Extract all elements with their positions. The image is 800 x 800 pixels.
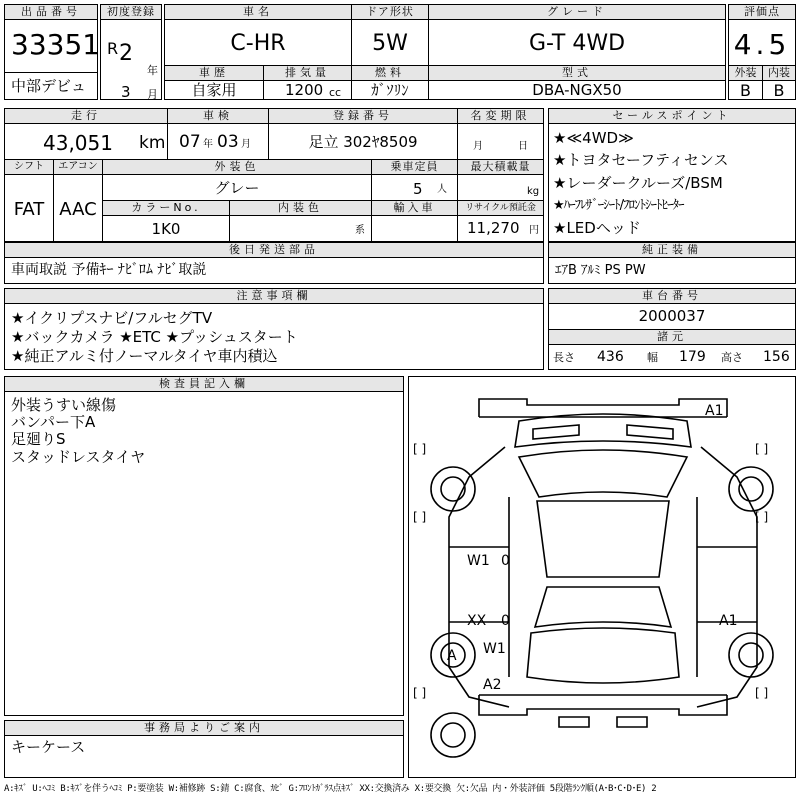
score-label: 評価点 — [729, 5, 795, 20]
color-label: 外装色 — [103, 160, 371, 175]
interior-color-unit: 系 — [355, 225, 365, 236]
damage-legend: A:ｷｽﾞ U:ﾍｺﾐ B:ｷｽﾞを伴うﾍｺﾐ P:要塗装 W:補修跡 S:錆 C:腐食、ｶﾋﾞ G:ﾌﾛﾝﾄｶﾞﾗｽ点ｷｽﾞ XX:交換済み X:要交換 欠:欠品 内・外装評価 5段階ﾗﾝｸ順(A･B･C･D･E) 2 — [4, 784, 657, 794]
office-text: キーケース — [11, 738, 86, 756]
note-line: ★純正アルミ付ノーマルタイヤ車内積込 — [11, 347, 278, 365]
exterior-label: 外装 — [729, 66, 762, 81]
overall-score: 4.5 — [733, 28, 791, 61]
first-registration-box — [100, 4, 162, 100]
grade-label: グレード — [429, 5, 725, 20]
car-diagram — [409, 377, 795, 777]
recycle-fee: 11,270 — [467, 219, 520, 237]
later-parts-text: 車両取説 予備ｷｰ ﾅﾋﾞﾛﾑ ﾅﾋﾞ取説 — [11, 262, 207, 278]
history: 自家用 — [191, 81, 237, 99]
registration-month: 3 — [121, 83, 131, 101]
bracket-mark: [ ] — [755, 442, 769, 456]
door-type: 5W — [372, 31, 408, 56]
shift: FAT — [13, 199, 45, 220]
sales-point: ★LEDヘッド — [553, 219, 641, 237]
office-box — [4, 720, 404, 778]
displacement-unit: cc — [329, 86, 342, 99]
name-change-day-unit: 日 — [518, 141, 528, 152]
equipment-text: ｴｱB ｱﾙﾐ PS PW — [555, 263, 646, 278]
history-label: 車歴 — [165, 66, 263, 81]
vehicle-info-box — [164, 4, 726, 100]
inspector-box — [4, 376, 404, 716]
mileage-label: 走行 — [5, 109, 167, 124]
inspector-note: バンパー下A — [11, 413, 96, 431]
recycle-unit: 円 — [529, 225, 539, 236]
ac-label: エアコン — [54, 160, 102, 175]
width-value: 179 — [679, 349, 706, 365]
notes-label: 注意事項欄 — [5, 289, 543, 304]
grade: G-T 4WD — [528, 31, 626, 56]
load-label: 最大積載量 — [458, 160, 543, 175]
sales-points-label: セールスポイント — [549, 109, 795, 124]
car-diagram-box — [408, 376, 796, 778]
damage-mark: W1 — [483, 641, 506, 657]
load-unit: kg — [527, 186, 540, 197]
bracket-mark: [ ] — [413, 686, 427, 700]
later-parts-label: 後日発送部品 — [5, 243, 543, 258]
model-code: DBA-NGX50 — [532, 81, 622, 99]
inspector-note: 外装うすい線傷 — [11, 396, 117, 414]
equipment-box — [548, 242, 796, 284]
note-line: ★バックカメラ ★ETC ★プッシュスタート — [11, 328, 298, 346]
mileage: 43,051 — [43, 131, 113, 155]
first-registration-label: 初度登録 — [101, 5, 161, 20]
score-box — [728, 4, 796, 100]
vehicle-detail-box — [4, 108, 544, 242]
damage-mark: A1 — [705, 403, 724, 419]
sales-point: ★トヨタセーフティセンス — [553, 151, 729, 169]
registration-plate: 足立 302ﾔ8509 — [308, 133, 418, 151]
import-label: 輸入車 — [372, 201, 457, 216]
length-value: 436 — [597, 349, 624, 365]
exterior-grade: B — [740, 81, 751, 100]
displacement-label: 排気量 — [264, 66, 351, 81]
body-color: グレー — [214, 179, 260, 197]
length-label: 長さ — [553, 351, 575, 364]
bracket-mark: [ ] — [755, 686, 769, 700]
inspection-label: 車検 — [168, 109, 268, 124]
name-change-month-unit: 月 — [473, 141, 483, 152]
inspector-label: 検査員記入欄 — [5, 377, 403, 392]
note-line: ★イクリプスナビ/フルセグTV — [11, 309, 213, 327]
interior-color-label: 内装色 — [230, 201, 371, 216]
door-label: ドア形状 — [352, 5, 428, 20]
model-label: 型式 — [429, 66, 725, 81]
capacity: 5 — [413, 180, 423, 198]
air-conditioner: AAC — [59, 199, 97, 220]
year-unit: 年 — [147, 64, 158, 77]
recycle-label: リサイクル預託金 — [458, 201, 543, 216]
era: R — [107, 39, 119, 58]
shift-label: シフト — [5, 160, 53, 175]
color-number-label: カラーNo. — [103, 201, 229, 216]
displacement: 1200 — [285, 81, 324, 99]
inspection-year-unit: 年 — [203, 139, 213, 150]
office-label: 事務局よりご案内 — [5, 721, 403, 736]
height-label: 高さ — [721, 351, 743, 364]
registration-year: 2 — [119, 41, 133, 66]
chassis-label: 車台番号 — [549, 289, 795, 304]
damage-mark: XX — [467, 613, 487, 629]
damage-mark: 0 — [501, 553, 510, 569]
width-label: 幅 — [647, 351, 658, 364]
damage-mark: W1 — [467, 553, 490, 569]
inspection-month: 03 — [217, 132, 239, 152]
capacity-unit: 人 — [437, 184, 447, 195]
notes-box — [4, 288, 544, 370]
inspector-note: スタッドレスタイヤ — [11, 448, 146, 466]
venue-name: 中部デビュ — [11, 77, 87, 95]
car-name: C-HR — [230, 31, 286, 56]
inspection-month-unit: 月 — [241, 139, 251, 150]
lot-number-box — [4, 4, 101, 100]
color-number: 1K0 — [151, 220, 181, 238]
sales-points-box — [548, 108, 796, 242]
bracket-mark: [ ] — [755, 510, 769, 524]
damage-mark: 0 — [501, 613, 510, 629]
car-name-label: 車名 — [165, 5, 351, 20]
mileage-unit: km — [139, 133, 166, 153]
specs-label: 諸元 — [549, 330, 795, 345]
fuel: ｶﾞｿﾘﾝ — [371, 81, 409, 99]
chassis-box — [548, 288, 796, 370]
inspector-note: 足廻りS — [11, 430, 66, 448]
interior-label: 内装 — [763, 66, 795, 81]
sales-point: ★≪4WD≫ — [553, 129, 634, 147]
month-unit: 月 — [147, 88, 158, 101]
inspection-year: 07 — [179, 132, 201, 152]
bracket-mark: [ ] — [413, 510, 427, 524]
interior-grade: B — [773, 81, 785, 100]
lot-number-label: 出品番号 — [5, 5, 97, 20]
damage-mark: A — [447, 648, 457, 664]
later-parts-box — [4, 242, 544, 284]
sales-point: ★レーダークルーズ/BSM — [553, 174, 723, 192]
equipment-label: 純正装備 — [549, 243, 795, 258]
sales-point: ★ﾊｰﾌﾚｻﾞｰｼｰﾄ/ﾌﾛﾝﾄｼｰﾄﾋｰﾀｰ — [553, 198, 684, 213]
fuel-label: 燃料 — [352, 66, 428, 81]
chassis-number: 2000037 — [638, 307, 706, 325]
height-value: 156 — [763, 349, 790, 365]
name-change-label: 名変期限 — [458, 109, 543, 124]
bracket-mark: [ ] — [413, 442, 427, 456]
lot-number: 33351 — [11, 28, 101, 61]
plate-label: 登録番号 — [269, 109, 457, 124]
damage-mark: A2 — [483, 677, 502, 693]
capacity-label: 乗車定員 — [372, 160, 457, 175]
damage-mark: A1 — [719, 613, 738, 629]
